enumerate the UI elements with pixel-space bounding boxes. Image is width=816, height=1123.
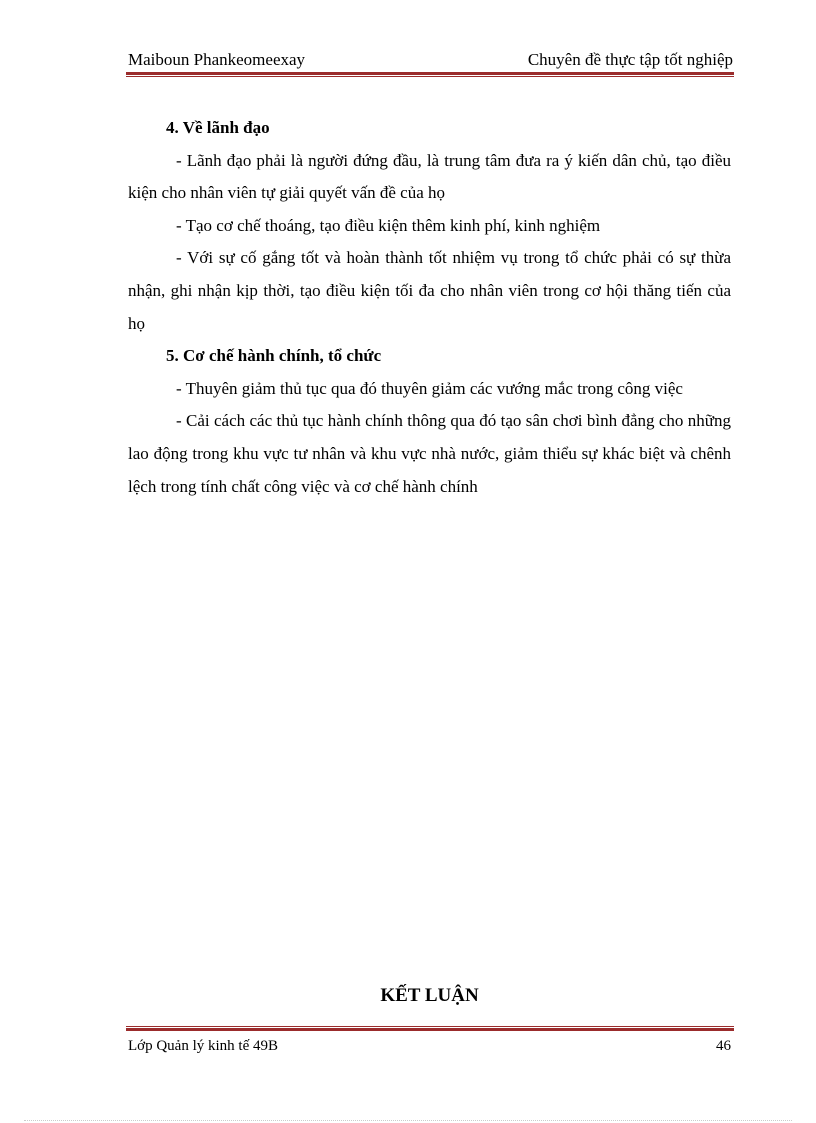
paragraph: - Tạo cơ chế thoáng, tạo điều kiện thêm kinh phí, kinh nghiệm [176,215,601,235]
header-rule [126,72,734,77]
footer-rule [126,1026,734,1031]
section-heading-leadership: 4. Về lãnh đạo [166,118,270,137]
header-doc-title: Chuyên đề thực tập tốt nghiệp [527,50,733,69]
conclusion-heading: KẾT LUẬN [380,985,479,1006]
paragraph: - Với sự cố gắng tốt và hoàn thành tốt nhiệm vụ trong tổ chức phải có sự thừa nhận, ghi nhận kịp thời, tạo điều kiện tối đa cho nhân viên trong cơ hội thăng tiến của họ [128,248,731,333]
paragraph: - Lãnh đạo phải là người đứng đầu, là trung tâm đưa ra ý kiến dân chủ, tạo điều kiện cho nhân viên tự giải quyết vấn đề của họ [128,150,731,203]
page-edge-divider [24,1120,792,1121]
footer-class-name: Lớp Quản lý kinh tế 49B [128,1038,278,1054]
page-footer [128,1035,731,1057]
paragraph: - Thuyên giảm thủ tục qua đó thuyên giảm các vướng mắc trong công việc [176,378,683,398]
paragraph: - Cải cách các thủ tục hành chính thông qua đó tạo sân chơi bình đẳng cho những lao động trong khu vực tư nhân và khu vực nhà nước, giảm thiểu sự khác biệt và chênh lệch trong tính chất công việc và cơ chế hành chính [128,411,731,496]
page-number: 46 [716,1038,731,1054]
header-author: Maiboun Phankeomeexay [128,50,306,69]
section-heading-administration: 5. Cơ chế hành chính, tổ chức [166,346,382,366]
document-body [128,112,731,503]
page-header [128,49,733,71]
